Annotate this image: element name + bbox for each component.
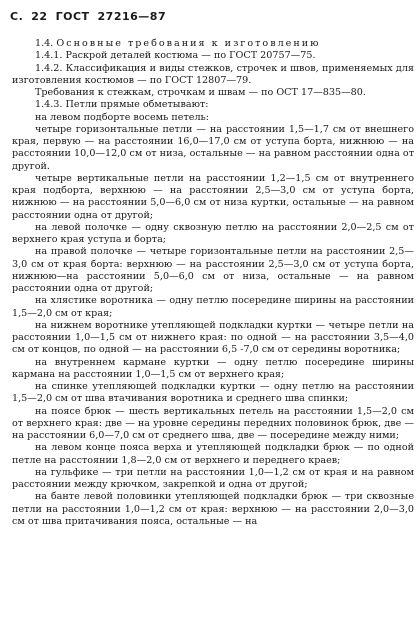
section-heading-number: 1.4. <box>35 38 54 49</box>
paragraph: на левом конце пояса верха и утепляющей подкладки брюк — по одной петле на расстоянии 1,8—2,0 см от верхнего и переднего краев; <box>12 442 414 466</box>
requirements-line: Требования к стежкам, строчкам и швам — по ОСТ 17—835—80. <box>35 87 366 98</box>
paragraph: на внутреннем кармане куртки — одну петлю посередине ширины кармана на расстоянии 1,0—1,5 см от верхнего края; <box>12 356 414 380</box>
section-heading <box>12 38 414 50</box>
paragraph: четыре вертикальные петли на расстоянии 1,2—1,5 см от внутреннего края подборта, верхнюю — на расстоянии 2,5—3,0 см от уступа борта, нижнюю — на расстоянии 5,0—6,0 см от низа куртки, остальные — на равном расстоянии одна от другой; <box>12 172 414 221</box>
paragraph: четыре горизонтальные петли — на расстоянии 1,5—1,7 см от внешнего края, первую — на расстоянии 16,0—17,0 см от уступа борта, нижнюю — на расстоянии 10,0—12,0 см от низа, остальные — на равном расстоянии одна от другой. <box>12 123 414 172</box>
standard-label: ГОСТ <box>55 10 90 23</box>
page-prefix: С. <box>10 10 24 23</box>
paragraph: на банте левой половинки утепляющей подкладки брюк — три сквозные петли на расстоянии 1,0—1,2 см от края: верхнюю — на расстоянии 2,0—3,0 см от шва притачивания пояса, остальные — на <box>12 491 414 527</box>
clause-1-4-3: 1.4.3. Петли прямые обметывают: <box>35 99 209 111</box>
paragraph: на гульфике — три петли на расстоянии 1,0—1,2 см от края и на равном расстоянии между крючком, закрепкой и одна от другой; <box>12 466 414 490</box>
paragraph: на левом подборте восемь петель: <box>35 111 209 123</box>
page-header <box>10 10 174 23</box>
page-number: 22 <box>31 10 48 23</box>
paragraph: на нижнем воротнике утепляющей подкладки куртки — четыре петли на расстоянии 1,0—1,5 см от нижнего края: по одной — на расстоянии 3,5—4,0 см от концов, по одной — на расстоянии 6,5 -7,0 см от середины воротника; <box>12 319 414 356</box>
paragraph: на спинке утепляющей подкладки куртки — одну петлю на расстоянии 1,5—2,0 см от шва втачивания воротника и среднего шва спинки; <box>12 381 414 405</box>
clause-1-4-1: 1.4.1. Раскрой деталей костюма — по ГОСТ 20757—75. <box>35 50 316 62</box>
standard-number: 27216—87 <box>97 10 167 23</box>
document-body <box>12 38 414 528</box>
paragraph: на правой полочке — четыре горизонтальные петли на расстоянии 2,5—3,0 см от края борта: верхнюю — на расстоянии 2,5—3,0 см от уступа борта, нижнюю—на расстоянии 5,0—6,0 см от низа, остальные — на равном расстоянии одна от другой; <box>12 246 414 294</box>
paragraph: на поясе брюк — шесть вертикальных петель на расстоянии 1,5—2,0 см от верхнего края: две — на уровне середины передних половинок брюк, две — на расстоянии 6,0—7,0 см от среднего шва, две — посередине между ними; <box>12 405 414 441</box>
clause-1-4-2: 1.4.2. Классификация и виды стежков, строчек и швов, применяемых для изготовления костюмов — по ГОСТ 12807—79. <box>12 62 414 86</box>
paragraph: на хлястике воротника — одну петлю посередине ширины на расстоянии 1,5—2,0 см от края; <box>12 295 414 319</box>
paragraph: на левой полочке — одну сквозную петлю на расстоянии 2,0—2,5 см от верхнего края уступа и борта; <box>12 221 414 245</box>
section-heading-text: Основные требования к изготовлению <box>56 38 321 49</box>
